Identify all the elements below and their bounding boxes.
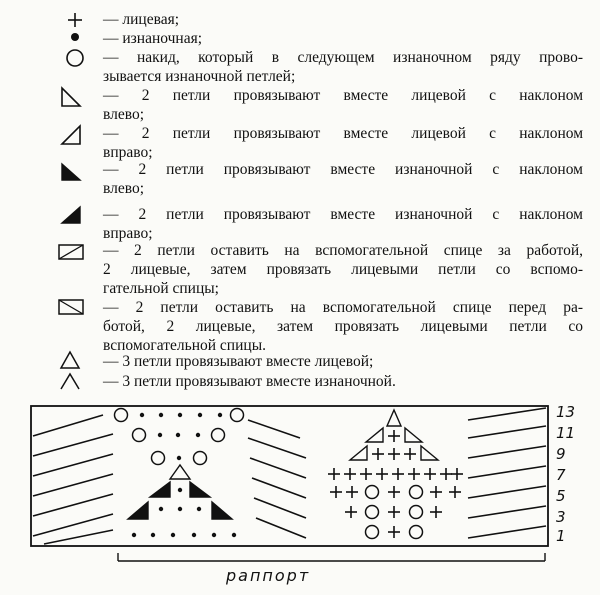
legend-text: — изнаночная;	[103, 30, 203, 47]
cable-stroke	[44, 530, 113, 544]
purl-mark	[178, 507, 182, 511]
cable-stroke	[33, 474, 113, 496]
yarn-over-mark	[366, 526, 379, 539]
cross-back-icon	[48, 239, 96, 279]
purl-mark	[197, 507, 201, 511]
filled-triangle-right-icon	[48, 203, 96, 243]
purl-mark	[177, 456, 181, 460]
purl-mark	[218, 413, 222, 417]
yarn-over-mark	[231, 409, 244, 422]
repeat-label: раппорт	[226, 566, 311, 585]
cable-stroke	[33, 415, 103, 436]
circle-icon	[48, 44, 96, 84]
legend-text: — 3 петли провязывают вместе лицевой;	[103, 353, 374, 370]
yarn-over-mark	[366, 486, 379, 499]
purl-mark	[178, 413, 182, 417]
cable-stroke	[33, 494, 113, 516]
row-number: 13	[556, 403, 576, 421]
purl-mark	[212, 533, 216, 537]
row-number: 5	[556, 487, 566, 505]
yarn-over-mark	[152, 452, 165, 465]
row-number: 9	[556, 445, 566, 463]
cable-stroke	[248, 438, 306, 458]
cable-stroke	[250, 458, 306, 478]
purl-mark	[198, 413, 202, 417]
p2tog-right-mark	[128, 502, 148, 519]
legend-text: — 2 петли провязывают вместе изнаночной с наклоном влево;	[103, 161, 583, 197]
yarn-over-mark	[410, 506, 423, 519]
yarn-over-mark	[410, 486, 423, 499]
p2tog-right-mark	[150, 482, 170, 497]
cable-stroke	[468, 526, 546, 538]
legend-text: — 2 петли провязывают вместе лицевой с наклоном влево;	[103, 87, 583, 123]
purl-mark	[178, 488, 182, 492]
row-number: 7	[556, 466, 566, 484]
p2tog-left-mark	[212, 502, 232, 519]
legend-text: — накид, который в следующем изнаночном ряду прово- зывается изнаночной петлей;	[103, 49, 583, 85]
k2tog-right-mark	[366, 428, 383, 442]
yarn-over-mark	[133, 429, 146, 442]
row-number: 3	[556, 508, 566, 526]
k2tog-right-mark	[350, 446, 367, 460]
yarn-over-mark	[212, 429, 225, 442]
row-number: 1	[556, 527, 566, 545]
legend-text: — 2 петли оставить на вспомогательной спице за работой, 2 лицевые, затем провязать лицевыми петли со вспомо- гательной спицы;	[103, 242, 583, 297]
p2tog-left-mark	[190, 482, 210, 497]
purl-mark	[132, 533, 136, 537]
triangle-left-icon	[48, 84, 96, 124]
cable-stroke	[33, 434, 113, 456]
triangle-right-icon	[48, 122, 96, 162]
purl-mark	[159, 507, 163, 511]
pattern-chart	[0, 398, 600, 568]
cable-stroke	[468, 466, 546, 478]
row-number: 11	[556, 424, 576, 442]
cable-stroke	[468, 446, 546, 458]
legend-text: — 2 петли оставить на вспомогательной спице перед ра- ботой, 2 лицевые, затем провязать лицевыми петли со вспомогательной спицы.	[103, 299, 583, 354]
cable-stroke	[468, 426, 546, 438]
k2tog-left-mark	[405, 428, 422, 442]
yarn-over-mark	[194, 452, 207, 465]
yarn-over-mark	[366, 506, 379, 519]
purl-mark	[159, 413, 163, 417]
yarn-over-mark	[410, 526, 423, 539]
k3tog-mark	[170, 465, 190, 479]
purl-mark	[192, 533, 196, 537]
k2tog-left-mark	[421, 446, 438, 460]
cable-stroke	[254, 498, 306, 518]
cable-stroke	[468, 506, 546, 518]
filled-triangle-left-icon	[48, 160, 96, 200]
cable-stroke	[33, 454, 113, 476]
purl-mark	[176, 433, 180, 437]
cable-stroke	[468, 408, 546, 420]
cable-stroke	[248, 420, 300, 438]
cable-stroke	[252, 478, 306, 498]
k3tog-mark	[387, 410, 401, 426]
legend-text: — 2 петли провязывают вместе лицевой с наклоном вправо;	[103, 125, 583, 161]
cable-stroke	[256, 518, 306, 538]
purl-mark	[196, 433, 200, 437]
cross-front-icon	[48, 296, 96, 336]
yarn-over-mark	[115, 409, 128, 422]
purl-mark	[232, 533, 236, 537]
legend-text: — лицевая;	[103, 11, 180, 28]
legend-text: — 3 петли провязывают вместе изнаночной.	[103, 373, 396, 390]
purl-mark	[151, 533, 155, 537]
purl-mark	[158, 433, 162, 437]
legend-text: — 2 петли провязывают вместе изнаночной с наклоном вправо;	[103, 206, 583, 242]
purl-mark	[171, 533, 175, 537]
cable-stroke	[468, 486, 546, 498]
purl-mark	[140, 413, 144, 417]
